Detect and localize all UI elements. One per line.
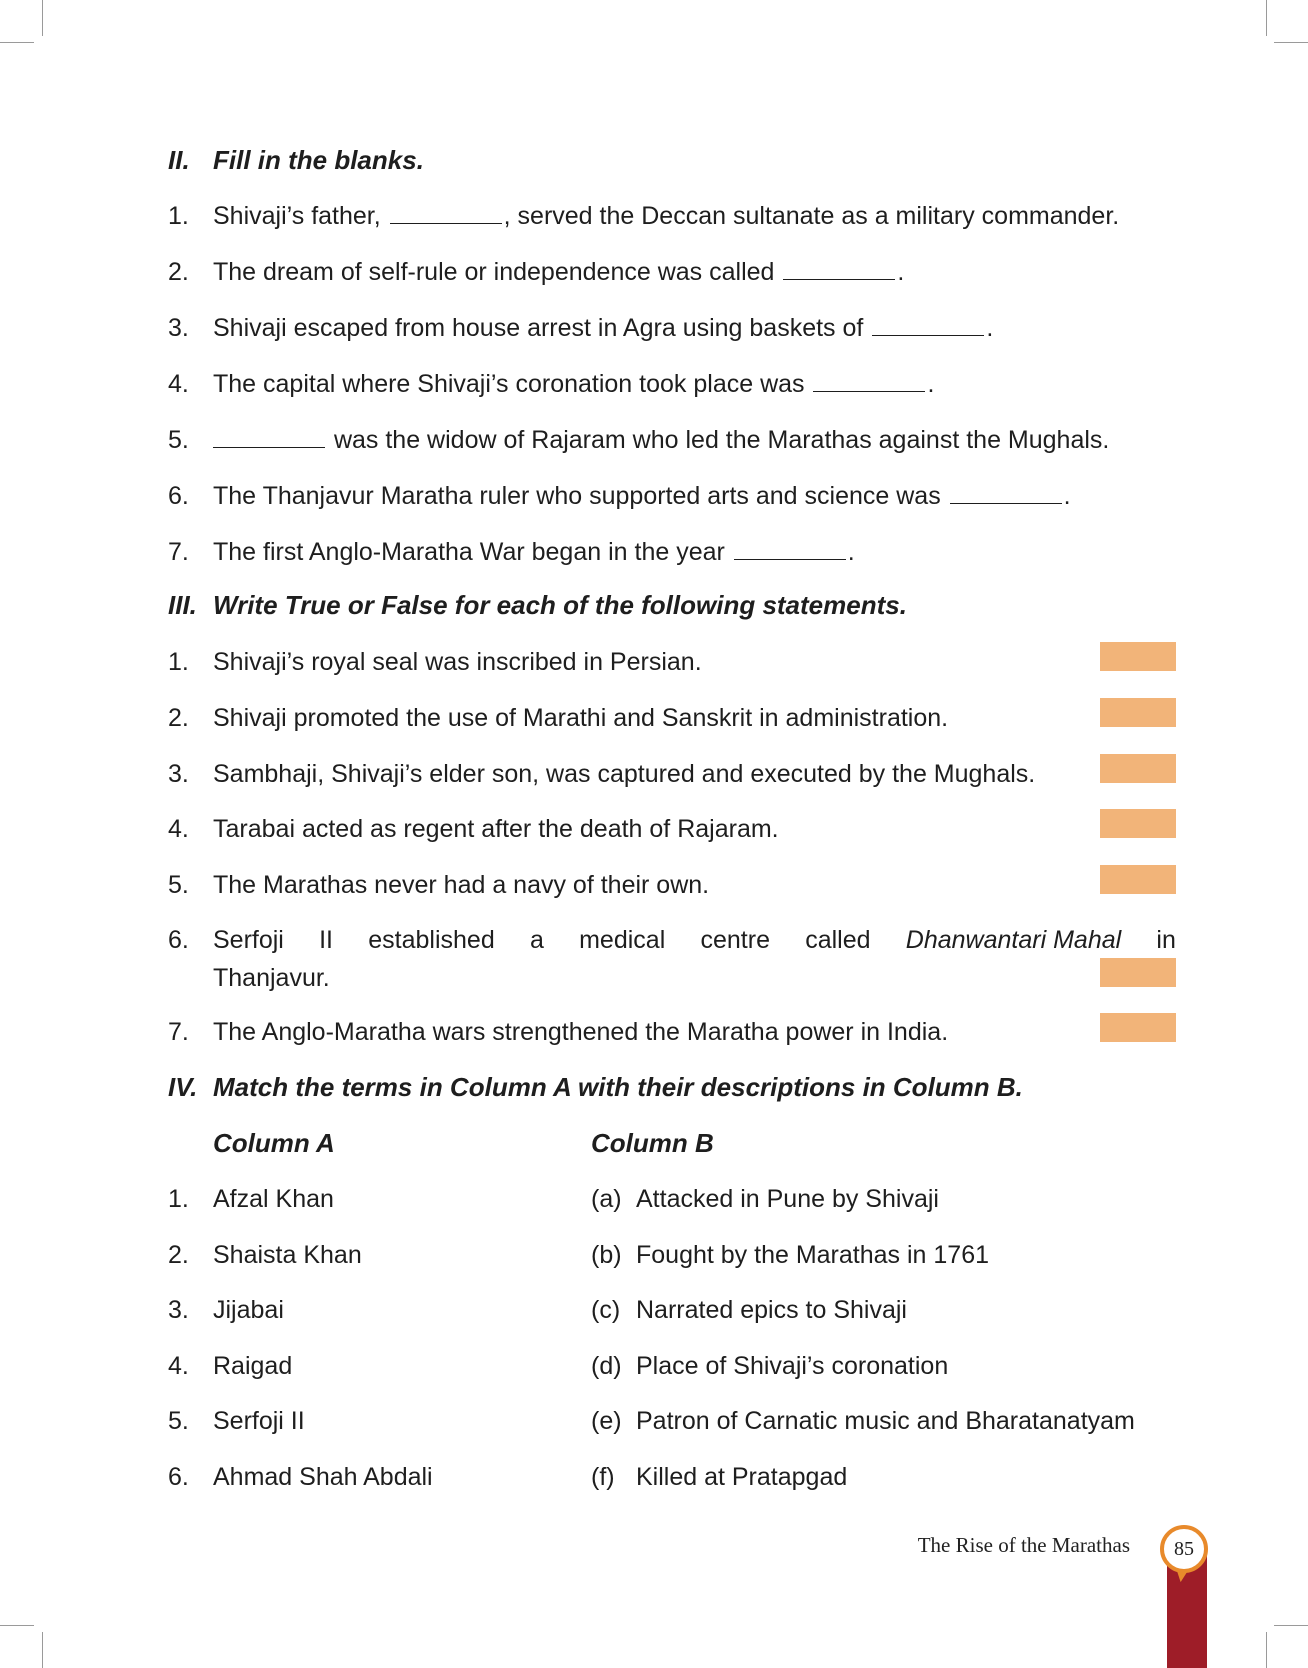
item-number: 1. [168, 648, 189, 676]
answer-box[interactable] [1100, 1013, 1176, 1042]
page-number-badge [1160, 1525, 1208, 1573]
item-text: was the widow of Rajaram who led the Marathas against the Mughals. [333, 426, 1110, 454]
column-b-description: Patron of Carnatic music and Bharatanatyam [636, 1407, 1135, 1435]
column-a-term: Ahmad Shah Abdali [213, 1463, 433, 1491]
item-text: . [927, 370, 935, 398]
justified-line [213, 921, 1176, 959]
item-text: Thanjavur. [213, 964, 330, 992]
option-letter: (b) [591, 1241, 622, 1269]
column-a-term: Afzal Khan [213, 1185, 334, 1213]
item-text: Shivaji promoted the use of Marathi and Sanskrit in administration. [213, 704, 949, 732]
item-number: 3. [168, 1296, 189, 1324]
column-a-term: Jijabai [213, 1296, 284, 1324]
answer-box[interactable] [1100, 698, 1176, 727]
item-text: . [986, 314, 994, 342]
item-text: . [1063, 482, 1071, 510]
item-number: 4. [168, 1352, 189, 1380]
word: medical [579, 926, 666, 954]
item-text: The Thanjavur Maratha ruler who supported arts and science was [213, 482, 941, 510]
item-number: 5. [168, 871, 189, 899]
option-letter: (e) [591, 1407, 622, 1435]
item-number: 1. [168, 202, 189, 230]
crop-mark [0, 1625, 34, 1626]
column-b-heading: Column B [591, 1128, 714, 1158]
section-number: III. [168, 590, 197, 620]
answer-blank[interactable] [390, 199, 502, 224]
column-b-description: Killed at Pratapgad [636, 1463, 848, 1491]
item-text: . [847, 538, 855, 566]
item-text: The dream of self-rule or independence was called [213, 258, 775, 286]
item-text: Shivaji escaped from house arrest in Agra using baskets of [213, 314, 864, 342]
item-text: Shivaji’s royal seal was inscribed in Persian. [213, 648, 702, 676]
section-title: Fill in the blanks. [213, 145, 424, 175]
word: II [319, 926, 334, 954]
item-number: 5. [168, 1407, 189, 1435]
item-number: 3. [168, 760, 189, 788]
item-number: 4. [168, 370, 189, 398]
item-number: 1. [168, 1185, 189, 1213]
answer-blank[interactable] [813, 367, 925, 392]
item-text: Sambhaji, Shivaji’s elder son, was captured and executed by the Mughals. [213, 760, 1036, 788]
item-text: The capital where Shivaji’s coronation took place was [213, 370, 805, 398]
column-a-term: Serfoji II [213, 1407, 305, 1435]
item-text: The first Anglo-Maratha War began in the year [213, 538, 725, 566]
answer-box[interactable] [1100, 865, 1176, 894]
chapter-title: The Rise of the Marathas [917, 1533, 1130, 1557]
column-a-term: Shaista Khan [213, 1241, 362, 1269]
answer-blank[interactable] [783, 255, 895, 280]
item-text: , served the Deccan sultanate as a military commander. [503, 202, 1120, 230]
word: in [1156, 926, 1176, 954]
word: established [368, 926, 495, 954]
item-number: 6. [168, 926, 189, 954]
page-number: 85 [1174, 1537, 1194, 1560]
word: called [805, 926, 871, 954]
true-false-heading [168, 590, 907, 621]
answer-box[interactable] [1100, 958, 1176, 987]
section-title: Match the terms in Column A with their descriptions in Column B. [213, 1072, 1023, 1102]
item-number: 5. [168, 426, 189, 454]
column-b-description: Narrated epics to Shivaji [636, 1296, 907, 1324]
item-number: 2. [168, 258, 189, 286]
answer-blank[interactable] [872, 311, 984, 336]
option-letter: (d) [591, 1352, 622, 1380]
option-letter: (c) [591, 1296, 621, 1324]
section-number: II. [168, 145, 190, 175]
word: a [529, 926, 544, 954]
item-text: . [897, 258, 905, 286]
word: centre [700, 926, 770, 954]
answer-blank[interactable] [950, 479, 1062, 504]
column-b-description: Attacked in Pune by Shivaji [636, 1185, 939, 1213]
crop-mark [42, 1632, 43, 1668]
item-number: 7. [168, 538, 189, 566]
item-number: 2. [168, 704, 189, 732]
item-text: The Marathas never had a navy of their own. [213, 871, 710, 899]
item-number: 6. [168, 482, 189, 510]
option-letter: (a) [591, 1185, 622, 1213]
section-title: Write True or False for each of the following statements. [213, 590, 907, 620]
answer-blank[interactable] [734, 535, 846, 560]
match-heading [168, 1072, 1023, 1103]
crop-mark [1266, 0, 1267, 36]
answer-box[interactable] [1100, 754, 1176, 783]
crop-mark [0, 42, 34, 43]
item-text: The Anglo-Maratha wars strengthened the Maratha power in India. [213, 1018, 949, 1046]
answer-box[interactable] [1100, 642, 1176, 671]
item-text: Shivaji’s father, [213, 202, 381, 230]
column-b-description: Place of Shivaji’s coronation [636, 1352, 949, 1380]
italic-term: Dhanwantari Mahal [905, 926, 1122, 954]
fill-blanks-heading [168, 145, 424, 176]
item-text: Tarabai acted as regent after the death of Rajaram. [213, 815, 779, 843]
crop-mark [1274, 42, 1308, 43]
crop-mark [42, 0, 43, 36]
item-number: 3. [168, 314, 189, 342]
item-number: 4. [168, 815, 189, 843]
crop-mark [1266, 1632, 1267, 1668]
option-letter: (f) [591, 1463, 615, 1491]
column-a-heading: Column A [213, 1128, 335, 1158]
answer-blank[interactable] [213, 423, 325, 448]
answer-box[interactable] [1100, 809, 1176, 838]
item-number: 7. [168, 1018, 189, 1046]
column-b-description: Fought by the Marathas in 1761 [636, 1241, 990, 1269]
section-number: IV. [168, 1072, 198, 1102]
column-a-term: Raigad [213, 1352, 293, 1380]
crop-mark [1274, 1625, 1308, 1626]
word: Serfoji [213, 926, 284, 954]
item-number: 2. [168, 1241, 189, 1269]
item-number: 6. [168, 1463, 189, 1491]
